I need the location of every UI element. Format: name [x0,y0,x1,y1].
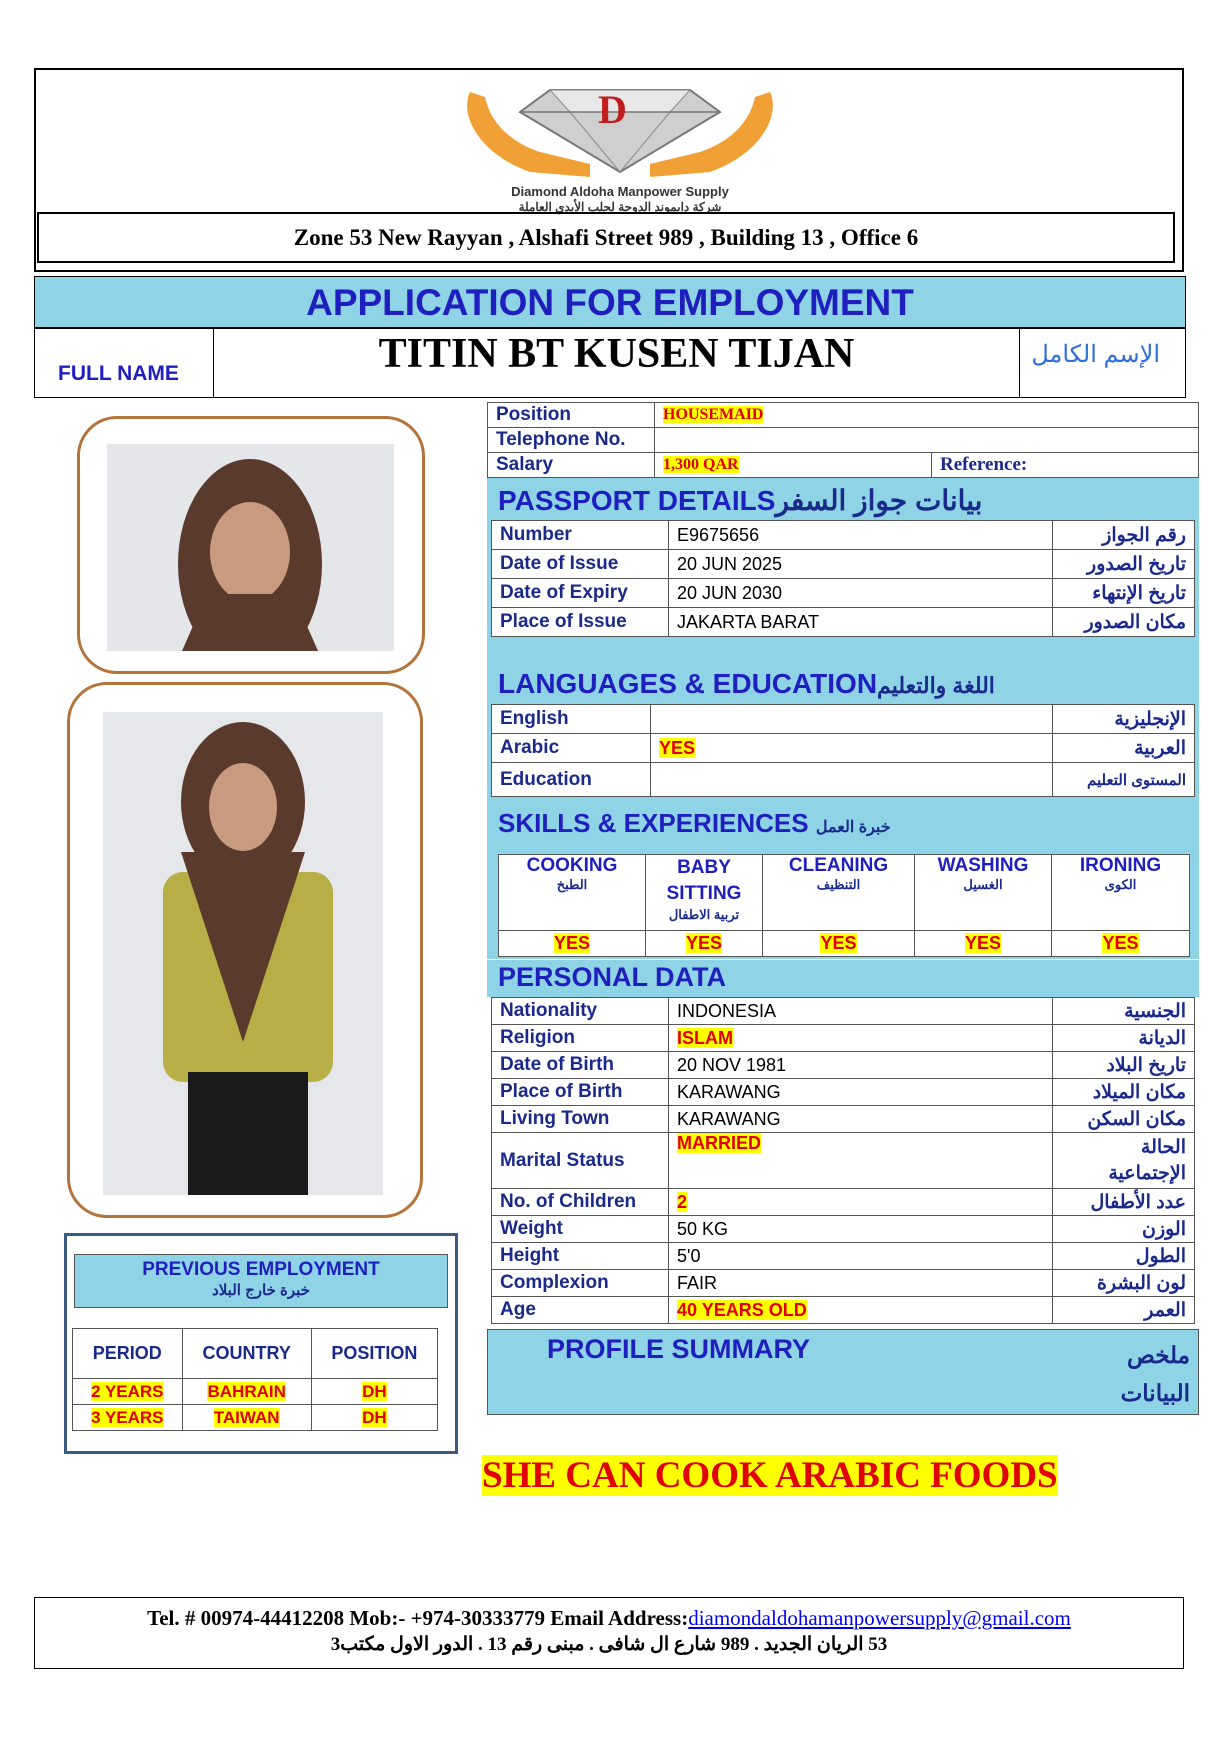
arabic-value: YES [659,737,696,758]
country-value: BAHRAIN [207,1381,286,1401]
previous-employment-title: PREVIOUS EMPLOYMENT [142,1259,380,1280]
position-value: DH [362,1381,387,1401]
person-full-body-icon [103,712,383,1195]
full-name-value: TITIN BT KUSEN TIJAN [378,331,855,377]
passport-table [491,520,1195,637]
previous-employment-title-ar: خبرة خارج البلاد [212,1282,310,1299]
position-header: POSITION [311,1329,437,1379]
skill-value: YES [964,933,1002,953]
period-value: 3 YEARS [91,1407,164,1427]
full-body-photo [103,712,383,1195]
skills-title: SKILLS & EXPERIENCES خبرة العمل [498,808,891,838]
table-row: Religion ISLAM الديانة [492,1025,1195,1052]
skill-value: YES [553,933,591,953]
languages-title: LANGUAGES & EDUCATIONاللغة والتعليم [498,668,995,699]
logo-mark: D [598,87,627,132]
salary-label: Salary [488,453,655,478]
footer-contact: Tel. # 00974-44412208 Mob:- +974-30333779 Email Address:diamondaldohamanpowersupply@gmail.com [147,1606,1071,1630]
table-row: Number E9675656 رقم الجواز [492,521,1195,550]
full-name-label-ar: الإسم الكامل [1031,341,1160,368]
table-row: Age 40 YEARS OLD العمر [492,1297,1195,1324]
table-row: Education المستوى التعليم [492,763,1195,797]
position-label: Position [488,403,655,428]
previous-employment-header [74,1254,448,1308]
skills-table [498,854,1190,957]
footer [34,1597,1184,1669]
skill-cooking: COOKING الطبخ [499,855,646,931]
table-row: Place of Birth KARAWANG مكان الميلاد [492,1079,1195,1106]
previous-employment-table [72,1328,438,1431]
table-row: Date of Issue 20 JUN 2025 تاريخ الصدور [492,550,1195,579]
personal-table [491,997,1195,1324]
skill-washing: WASHING الغسيل [915,855,1052,931]
table-row: Living Town KARAWANG مكان السكن [492,1106,1195,1133]
full-name-label: FULL NAME [58,362,179,385]
skill-value: YES [820,933,857,953]
table-row: Arabic YES العربية [492,734,1195,763]
footer-arabic-address: 53 الريان الجديد . 989 شارع ال شافى . مبنى رقم 13 . الدور الاول مكتب3 [330,1634,888,1655]
country-value: TAIWAN [213,1407,280,1427]
table-row: Weight 50 KG الوزن [492,1216,1195,1243]
country-header: COUNTRY [182,1329,311,1379]
table-row: Complexion FAIR لون البشرة [492,1270,1195,1297]
skill-value: YES [685,933,723,953]
period-value: 2 YEARS [91,1381,164,1401]
reference-label: Reference: [932,453,1199,478]
profile-summary-text: SHE CAN COOK ARABIC FOODS [482,1455,1058,1496]
person-portrait-icon [107,444,394,651]
telephone-label: Telephone No. [488,428,655,453]
languages-table [491,704,1195,797]
table-row: Date of Birth 20 NOV 1981 تاريخ البلاد [492,1052,1195,1079]
divider [1019,328,1020,398]
table-row: Height 5'0 الطول [492,1243,1195,1270]
table-row: English الإنجليزية [492,705,1195,734]
company-logo [440,72,800,212]
telephone-value [655,428,1199,453]
application-title: APPLICATION FOR EMPLOYMENT [34,276,1186,328]
skill-cleaning: CLEANING التنظيف [763,855,915,931]
position-table [487,402,1199,478]
personal-title: PERSONAL DATA [498,962,727,992]
table-row: No. of Children 2 عدد الأطفال [492,1189,1195,1216]
table-row [73,1379,438,1405]
table-row: Nationality INDONESIA الجنسية [492,998,1195,1025]
logo-company-name-ar: شركة دايموند الدوحة لجلب الأيدي العاملة [518,200,722,214]
salary-value: 1,300 QAR [663,456,739,473]
footer-email-link[interactable]: diamondaldohamanpowersupply@gmail.com [688,1606,1071,1630]
skill-ironing: IRONING الكوى [1052,855,1190,931]
profile-summary-title: PROFILE SUMMARY [547,1334,810,1364]
address-bar: Zone 53 New Rayyan , Alshafi Street 989 , Building 13 , Office 6 [37,212,1175,263]
skill-baby-sitting: BABY SITTING تربية الاطفال [646,855,763,931]
period-header: PERIOD [73,1329,183,1379]
skill-value: YES [1102,933,1139,953]
position-value: HOUSEMAID [663,406,764,423]
table-row: Marital Status MARRIED الحالة الإجتماعية [492,1133,1195,1189]
table-row: Place of Issue JAKARTA BARAT مكان الصدور [492,608,1195,637]
position-value: DH [362,1407,387,1427]
table-row [73,1405,438,1431]
portrait-photo [107,444,394,651]
logo-company-name: Diamond Aldoha Manpower Supply [511,184,729,199]
table-row: Date of Expiry 20 JUN 2030 تاريخ الإنتهاء [492,579,1195,608]
profile-summary-title-ar: ملخص البيانات [1120,1342,1190,1406]
passport-title: PASSPORT DETAILSبيانات جواز السفر [498,485,983,516]
